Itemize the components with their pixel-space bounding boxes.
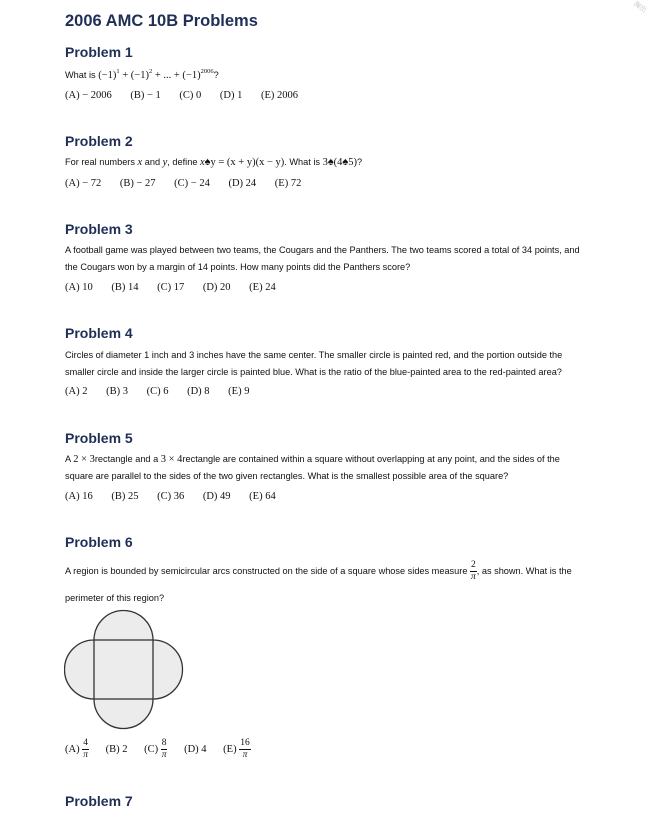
problem-4-line-2: smaller circle and inside the larger circle is painted blue. What is the ratio of the blue-painted area to the red-painted area? [65, 367, 562, 377]
choice-e: (E) 9 [228, 386, 250, 397]
choice-c: (C) − 24 [174, 178, 210, 189]
choice-c: (C) 36 [157, 491, 185, 502]
problem-3-line-1: A football game was played between two teams, the Cougars and the Panthers. The two teams scored a total of 34 points, and [65, 245, 580, 255]
choice-e: (E) 24 [249, 282, 276, 293]
problem-5-line-1: A 2 × 3rectangle and a 3 × 4rectangle are contained within a square without overlapping at any point, and the sides of the [65, 454, 560, 465]
problem-5-heading: Problem 5 [65, 430, 133, 446]
problem-2-text: For real numbers x and y, define x♠y = (x + y)(x − y). What is 3♠(4♠5)? [65, 156, 363, 168]
choice-a: (A) 2 [65, 386, 88, 397]
choice-b: (B) 25 [111, 491, 139, 502]
choice-d: (D) 1 [219, 90, 243, 101]
problem-6-heading: Problem 6 [65, 534, 133, 550]
choice-d: (D) 4 [184, 743, 207, 755]
problem-1-choices [65, 90, 314, 101]
choice-a: (A) $\frac{4}{\pi}$ [65, 738, 88, 760]
page-title: 2006 AMC 10B Problems [65, 12, 258, 30]
corner-watermark: 淘出 [631, 0, 648, 15]
choice-c: (C) 17 [157, 282, 185, 293]
choice-b: (B) 2 [105, 743, 128, 755]
choice-d: (D) 20 [202, 282, 231, 293]
problem-6-choices [65, 738, 251, 761]
region-outline [65, 611, 183, 729]
choice-a: (A) 10 [65, 282, 93, 293]
side-fraction: $\frac{2}{\pi}$ [470, 560, 476, 582]
choice-e: (E) $\frac{16}{\pi}$ [223, 738, 250, 760]
problem-7-heading: Problem 7 [65, 793, 133, 809]
choice-e: (E) 64 [249, 491, 276, 502]
problem-3-choices [65, 282, 292, 293]
problem-1-heading: Problem 1 [65, 44, 133, 60]
choice-c: (C) $\frac{8}{\pi}$ [144, 738, 167, 760]
spade-icon: ♠ [204, 156, 211, 168]
choice-b: (B) − 27 [119, 178, 156, 189]
choice-b: (B) − 1 [130, 90, 161, 101]
choice-a: (A) − 72 [65, 178, 102, 189]
choice-c: (C) 6 [146, 386, 169, 397]
problem-5-line-2: square are parallel to the sides of the two given rectangles. What is the smallest possible area of the square? [65, 471, 509, 481]
spade-icon: ♠ [342, 156, 349, 168]
choice-d: (D) 24 [228, 178, 257, 189]
choice-e: (E) 72 [274, 178, 302, 189]
choice-d: (D) 49 [202, 491, 231, 502]
choice-d: (D) 8 [187, 386, 210, 397]
problem-6-line-1: A region is bounded by semicircular arcs constructed on the side of a square whose sides measure $\frac{2}{\pi}$ , as shown. What is the [65, 560, 572, 582]
choice-c: (C) 0 [179, 90, 202, 101]
problem-2-heading: Problem 2 [65, 133, 133, 149]
problem-3-line-2: the Cougars won by a margin of 14 points. How many points did the Panthers score? [65, 262, 411, 272]
semicircle-region-figure [64, 608, 186, 730]
choice-b: (B) 3 [106, 386, 128, 397]
problem-2-choices [65, 178, 317, 189]
choice-a: (A) − 2006 [65, 90, 112, 101]
spade-icon: ♠ [327, 156, 334, 168]
choice-b: (B) 14 [111, 282, 139, 293]
problem-1-text: What is $(-1)^1 + (-1)^2$ + ... + $(-1)^{2006}$? [65, 68, 219, 81]
problem-5-choices [65, 491, 292, 502]
problem-4-choices [65, 386, 265, 397]
problem-4-heading: Problem 4 [65, 325, 133, 341]
problem-6-line-2: perimeter of this region? [65, 593, 165, 603]
problem-4-line-1: Circles of diameter 1 inch and 3 inches have the same center. The smaller circle is painted red, and the portion outside the [65, 350, 563, 360]
choice-a: (A) 16 [65, 491, 93, 502]
problem-3-heading: Problem 3 [65, 221, 133, 237]
choice-e: (E) 2006 [261, 90, 299, 101]
